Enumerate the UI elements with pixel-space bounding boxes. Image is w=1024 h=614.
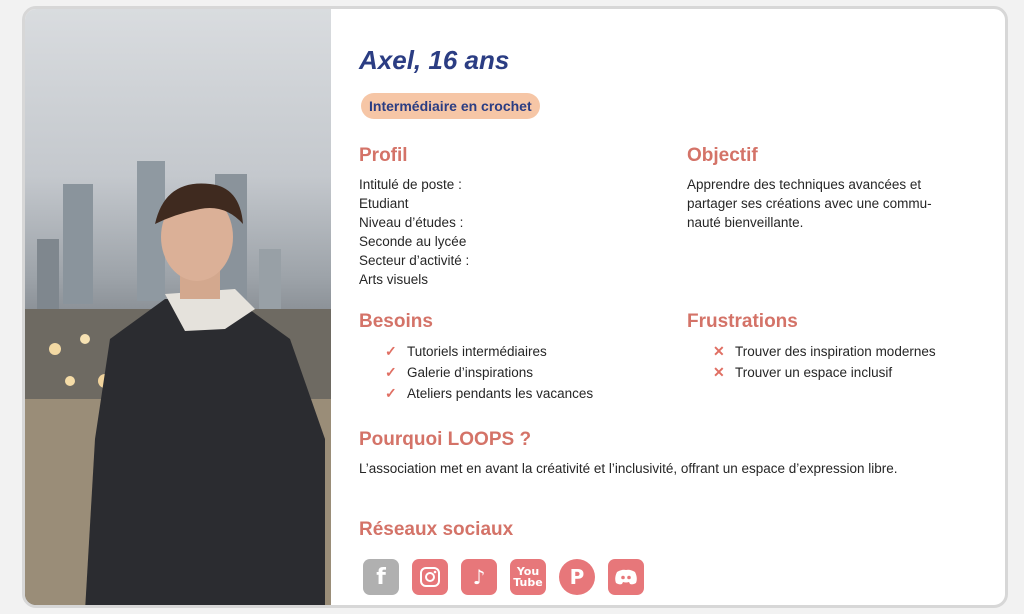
check-icon: ✓ bbox=[385, 385, 397, 401]
persona-photo bbox=[25, 9, 331, 605]
objectif-line: nauté bienveillante. bbox=[687, 215, 804, 230]
profil-heading: Profil bbox=[359, 145, 408, 166]
check-icon: ✓ bbox=[385, 364, 397, 380]
frustrations-heading: Frustrations bbox=[687, 311, 798, 332]
persona-card bbox=[22, 6, 1008, 608]
pinterest-icon[interactable]: P bbox=[559, 559, 595, 595]
list-item-text: Ateliers pendants les vacances bbox=[407, 386, 594, 401]
profil-line: Niveau d’études : bbox=[359, 215, 464, 230]
youtube-bottom-text: Tube bbox=[513, 576, 543, 589]
list-item bbox=[713, 362, 936, 383]
x-icon: ✕ bbox=[713, 343, 725, 359]
reseaux-heading: Réseaux sociaux bbox=[359, 519, 514, 540]
list-item-text: Tutoriels intermédiaires bbox=[407, 344, 547, 359]
profil-line: Arts visuels bbox=[359, 272, 429, 287]
pourquoi-heading: Pourquoi LOOPS ? bbox=[359, 429, 532, 450]
list-item bbox=[713, 341, 936, 362]
profil-line: Secteur d’activité : bbox=[359, 253, 470, 268]
youtube-icon[interactable] bbox=[510, 559, 546, 595]
facebook-icon[interactable]: f bbox=[363, 559, 399, 595]
profil-line: Intitulé de poste : bbox=[359, 177, 462, 192]
list-item-text: Galerie d’inspirations bbox=[407, 365, 534, 380]
list-item bbox=[385, 383, 593, 404]
tiktok-icon[interactable]: ♪ bbox=[461, 559, 497, 595]
besoins-list bbox=[385, 341, 593, 404]
discord-icon[interactable] bbox=[608, 559, 644, 595]
profil-line: Seconde au lycée bbox=[359, 234, 467, 249]
list-item-text: Trouver un espace inclusif bbox=[735, 365, 893, 380]
persona-title: Axel, 16 ans bbox=[359, 45, 510, 75]
check-icon: ✓ bbox=[385, 343, 397, 359]
list-item bbox=[385, 362, 593, 383]
x-icon: ✕ bbox=[713, 364, 725, 380]
frustrations-list bbox=[713, 341, 936, 383]
objectif-text bbox=[687, 175, 932, 232]
instagram-icon[interactable] bbox=[412, 559, 448, 595]
objectif-heading: Objectif bbox=[687, 145, 758, 166]
youtube-top-text: You bbox=[516, 565, 540, 578]
profil-text bbox=[359, 175, 469, 289]
social-icons bbox=[363, 559, 644, 595]
profil-line: Etudiant bbox=[359, 196, 409, 211]
level-badge: Intermédiaire en crochet bbox=[361, 93, 540, 119]
persona-content bbox=[331, 9, 1005, 605]
pourquoi-text: L’association met en avant la créativité et l’inclusivité, offrant un espace d’expression libre. bbox=[359, 461, 898, 476]
objectif-line: partager ses créations avec une commu- bbox=[687, 196, 932, 211]
list-item-text: Trouver des inspiration modernes bbox=[735, 344, 936, 359]
list-item bbox=[385, 341, 593, 362]
persona-photo-illustration bbox=[25, 9, 331, 605]
besoins-heading: Besoins bbox=[359, 311, 433, 332]
objectif-line: Apprendre des techniques avancées et bbox=[687, 177, 922, 192]
